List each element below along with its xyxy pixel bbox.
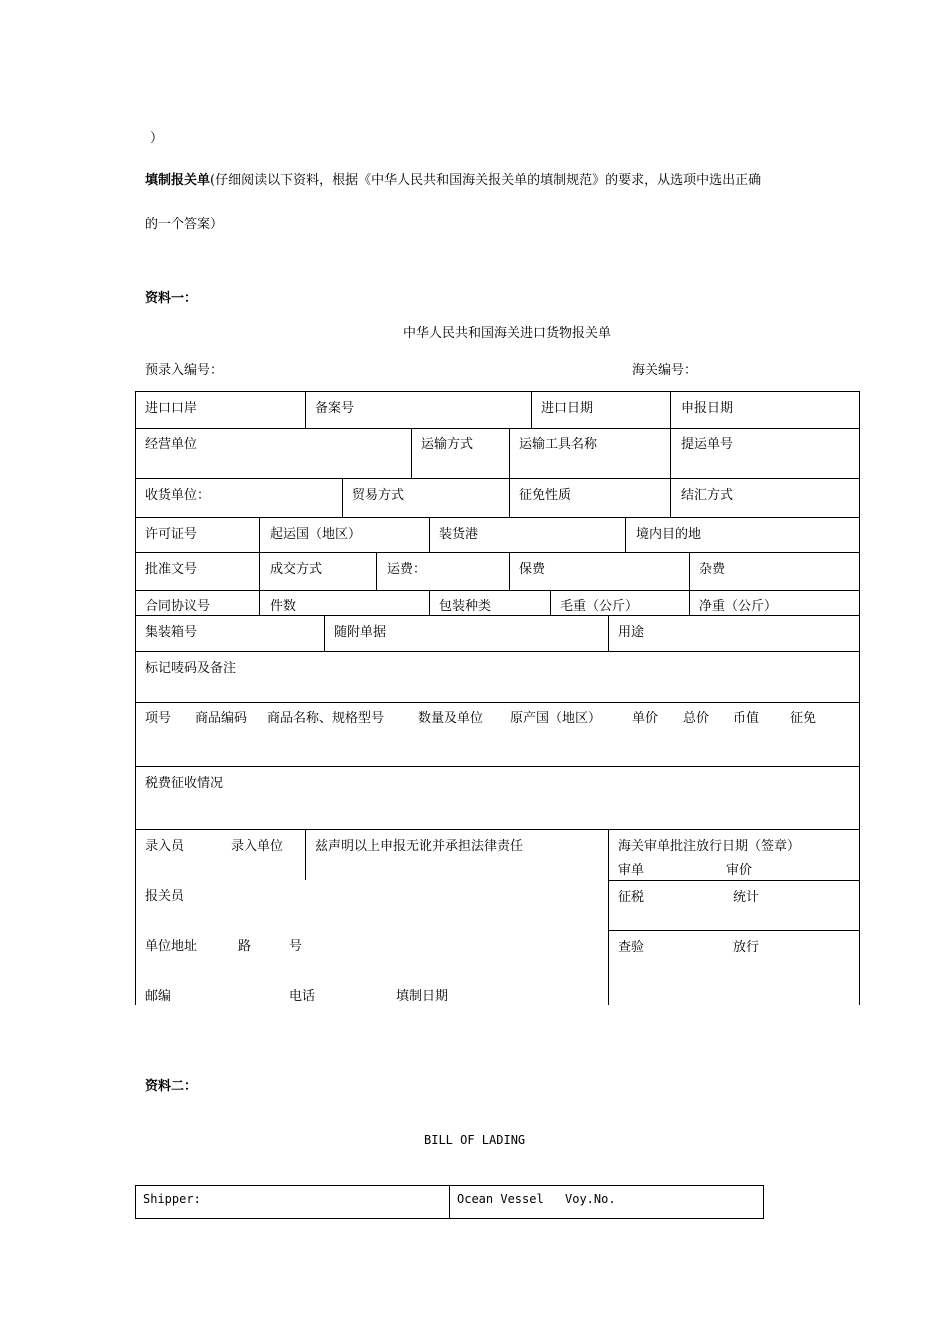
col-divider [305, 391, 306, 428]
item-number-header: 项号 [145, 711, 172, 726]
row-divider [135, 615, 860, 616]
review-label: 审单 [618, 863, 645, 878]
origin-country-header: 原产国（地区） [510, 711, 602, 726]
insurance-label: 保费 [519, 562, 546, 577]
departure-country-label: 起运国（地区） [270, 527, 362, 542]
record-number-label: 备案号 [315, 401, 355, 416]
declaration-statement: 兹声明以上申报无讹并承担法律责任 [315, 839, 524, 854]
col-divider [531, 391, 532, 428]
form-border-top [135, 391, 860, 392]
col-divider [689, 552, 690, 590]
loading-port-label: 装货港 [439, 527, 479, 542]
intro-title: 填制报关单 [145, 173, 211, 188]
settlement-mode-label: 结汇方式 [681, 488, 734, 503]
col-divider [509, 478, 510, 517]
tax-label: 征税 [618, 890, 645, 905]
road-label: 路 [238, 939, 252, 954]
freight-label: 运费： [387, 562, 427, 577]
col-divider [509, 428, 510, 478]
unit-address-label: 单位地址 [145, 939, 198, 954]
marks-remarks-label: 标记唛码及备注 [145, 661, 237, 676]
intro-line1 [145, 169, 761, 188]
row-divider [135, 829, 860, 830]
voyage-number-label: Voy.No. [565, 1192, 616, 1206]
purpose-label: 用途 [618, 625, 645, 640]
row-divider [608, 930, 860, 931]
top-paren: ） [150, 131, 164, 146]
net-weight-label: 净重（公斤） [699, 599, 778, 614]
misc-fee-label: 杂费 [699, 562, 726, 577]
col-divider [411, 428, 412, 478]
customs-number-label: 海关编号： [632, 363, 698, 378]
bill-of-lading-title: BILL OF LADING [424, 1133, 526, 1147]
row-divider [135, 702, 860, 703]
entry-clerk-label: 录入员 [145, 839, 185, 854]
col-divider [550, 590, 551, 615]
bill-number-label: 提运单号 [681, 437, 734, 452]
material2-heading: 资料二： [145, 1079, 198, 1094]
col-divider [608, 829, 609, 1005]
col-divider [509, 552, 510, 590]
quantity-unit-header: 数量及单位 [418, 711, 484, 726]
bl-border-right [763, 1185, 764, 1219]
phone-label: 电话 [289, 989, 316, 1004]
unit-price-header: 单价 [632, 711, 659, 726]
material1-heading: 资料一： [145, 291, 198, 306]
row-divider [135, 590, 860, 591]
gross-weight-label: 毛重（公斤） [560, 599, 639, 614]
intro-text-1: (仔细阅读以下资料，根据《中华人民共和国海关报关单的填制规范》的要求，从选项中选出正确 [210, 173, 762, 188]
col-divider [259, 517, 260, 552]
commodity-name-header: 商品名称、规格型号 [267, 711, 385, 726]
consignee-unit-label: 收货单位： [145, 488, 211, 503]
col-divider [689, 590, 690, 615]
transaction-mode-label: 成交方式 [270, 562, 323, 577]
form-title: 中华人民共和国海关进口货物报关单 [403, 326, 612, 341]
declarant-label: 报关员 [145, 889, 185, 904]
package-type-label: 包装种类 [439, 599, 492, 614]
col-divider [259, 590, 260, 615]
col-divider [670, 428, 671, 478]
operating-unit-label: 经营单位 [145, 437, 198, 452]
pricing-review-label: 审价 [726, 863, 753, 878]
col-divider [429, 590, 430, 615]
exemption-header: 征免 [790, 711, 817, 726]
col-divider [670, 391, 671, 428]
col-divider [376, 552, 377, 590]
tax-collection-label: 税费征收情况 [145, 776, 224, 791]
statistics-label: 统计 [733, 890, 760, 905]
row-divider [135, 552, 860, 553]
row-divider [135, 428, 860, 429]
entry-unit-label: 录入单位 [231, 839, 284, 854]
declaration-date-label: 申报日期 [681, 401, 734, 416]
approval-number-label: 批准文号 [145, 562, 198, 577]
form-border-left [135, 391, 136, 1005]
commodity-code-header: 商品编码 [195, 711, 248, 726]
col-divider [429, 517, 430, 552]
contract-number-label: 合同协议号 [145, 599, 211, 614]
transport-mode-label: 运输方式 [421, 437, 474, 452]
row-divider [608, 880, 860, 881]
col-divider [342, 478, 343, 517]
col-divider [670, 478, 671, 517]
trade-mode-label: 贸易方式 [352, 488, 405, 503]
inspection-label: 查验 [618, 940, 645, 955]
fill-date-label: 填制日期 [396, 989, 449, 1004]
total-price-header: 总价 [683, 711, 710, 726]
container-number-label: 集装箱号 [145, 625, 198, 640]
number-label: 号 [289, 939, 303, 954]
ocean-vessel-label: Ocean Vessel [457, 1192, 544, 1206]
form-border-right [859, 391, 860, 1005]
bl-border-left [135, 1185, 136, 1219]
release-label: 放行 [733, 940, 760, 955]
intro-line2: 的一个答案） [145, 217, 224, 232]
import-port-label: 进口口岸 [145, 401, 198, 416]
import-date-label: 进口日期 [541, 401, 594, 416]
col-divider [625, 517, 626, 552]
col-divider [608, 615, 609, 651]
bl-col-divider [449, 1185, 450, 1219]
transport-vehicle-label: 运输工具名称 [519, 437, 598, 452]
shipper-label: Shipper: [143, 1192, 201, 1206]
pre-entry-number-label: 预录入编号： [145, 363, 224, 378]
pieces-label: 件数 [270, 599, 297, 614]
col-divider [305, 829, 306, 880]
exemption-nature-label: 征免性质 [519, 488, 572, 503]
row-divider [135, 478, 860, 479]
row-divider [135, 517, 860, 518]
row-divider [135, 766, 860, 767]
attached-documents-label: 随附单据 [334, 625, 387, 640]
currency-header: 币值 [733, 711, 760, 726]
postcode-label: 邮编 [145, 989, 172, 1004]
col-divider [324, 615, 325, 651]
row-divider [135, 651, 860, 652]
customs-approval-label: 海关审单批注放行日期（签章） [618, 839, 801, 854]
domestic-destination-label: 境内目的地 [636, 527, 702, 542]
col-divider [259, 552, 260, 590]
license-number-label: 许可证号 [145, 527, 198, 542]
